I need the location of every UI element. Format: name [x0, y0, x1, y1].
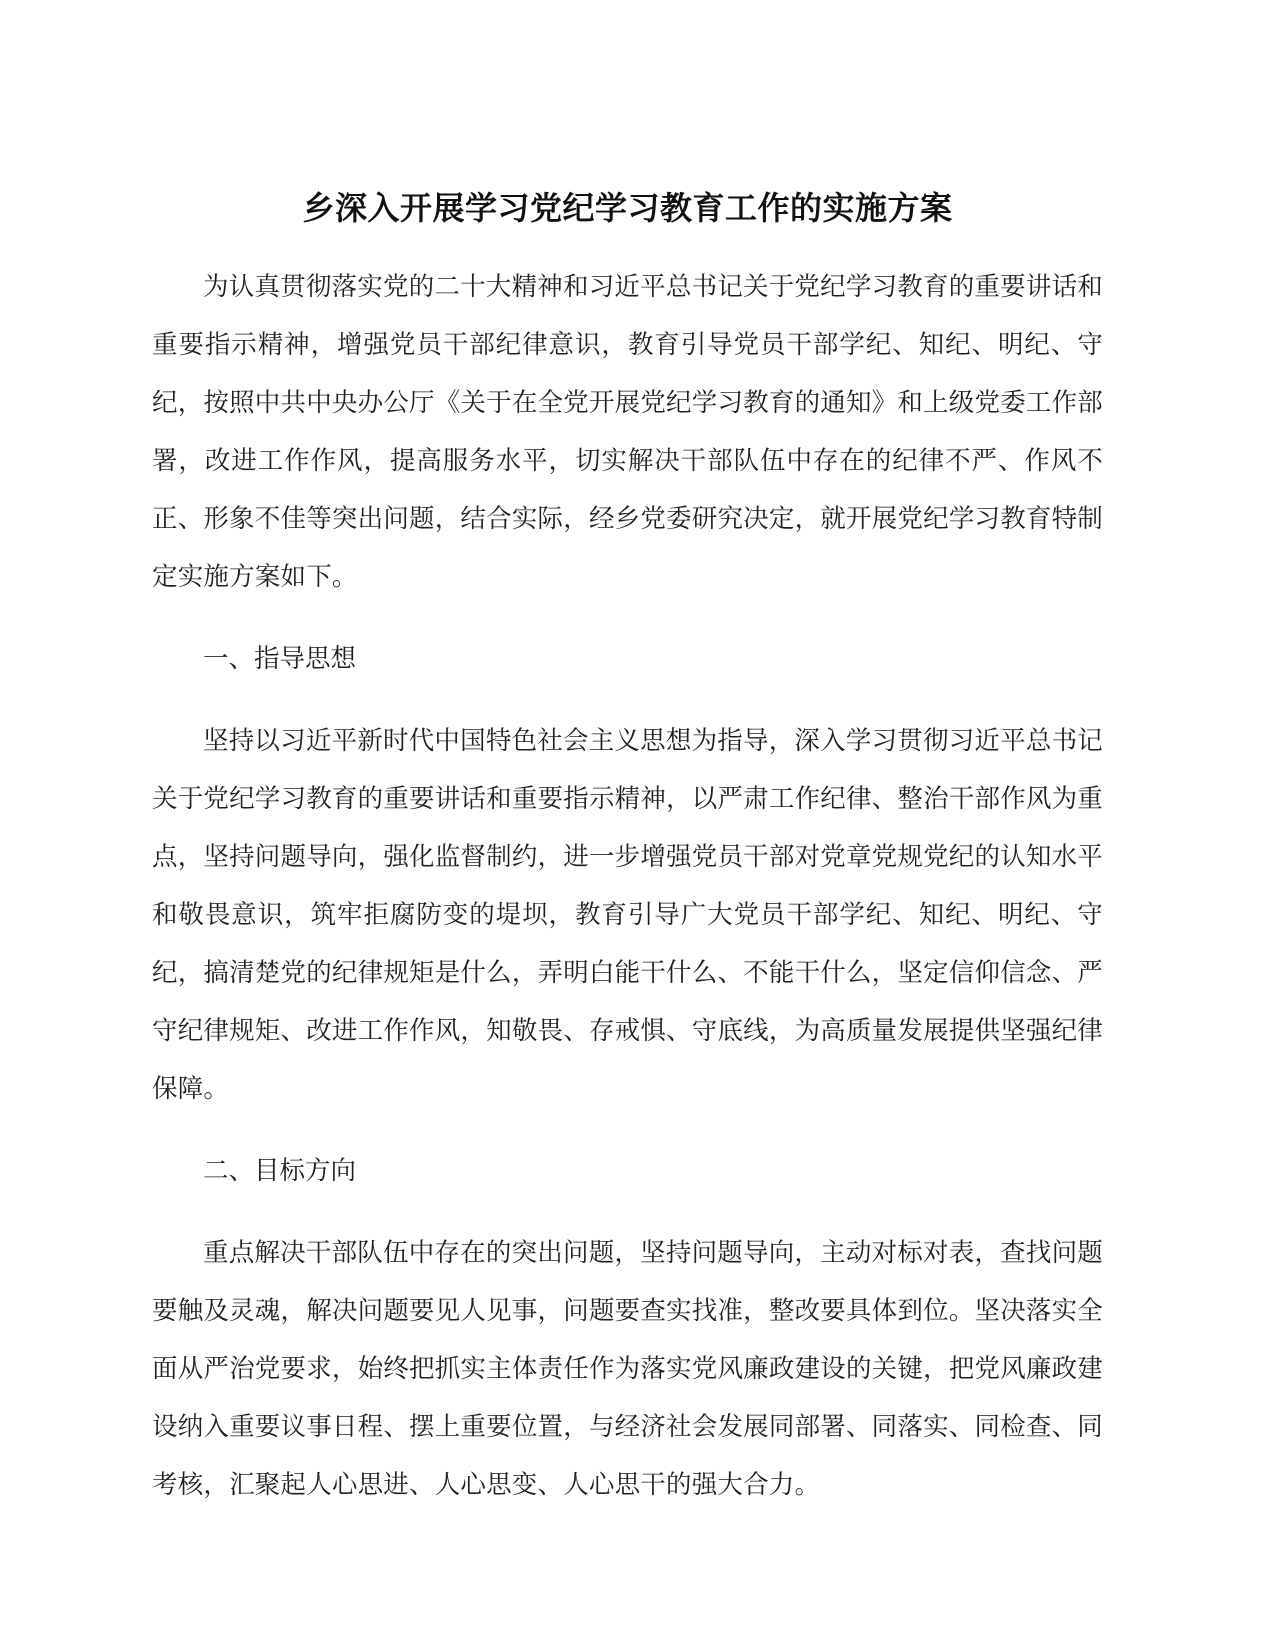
- section-body-guiding-ideology: 坚持以习近平新时代中国特色社会主义思想为指导，深入学习贯彻习近平总书记关于党纪学习教育的重要讲话和重要指示精神，以严肃工作纪律、整治干部作风为重点，坚持问题导向，强化监督制约，进一步增强党员干部对党章党规党纪的认知水平和敬畏意识，筑牢拒腐防变的堤坝，教育引导广大党员干部学纪、知纪、明纪、守纪，搞清楚党的纪律规矩是什么，弄明白能干什么、不能干什么，坚定信仰信念、严守纪律规矩、改进工作作风，知敬畏、存戒惧、守底线，为高质量发展提供坚强纪律保障。: [152, 726, 1103, 1104]
- section-heading-guiding-ideology: 一、指导思想: [203, 644, 357, 674]
- intro-paragraph: 为认真贯彻落实党的二十大精神和习近平总书记关于党纪学习教育的重要讲话和重要指示精神，增强党员干部纪律意识，教育引导党员干部学纪、知纪、明纪、守纪，按照中共中央办公厅《关于在全党开展党纪学习教育的通知》和上级党委工作部署，改进工作作风，提高服务水平，切实解决干部队伍中存在的纪律不严、作风不正、形象不佳等突出问题，结合实际，经乡党委研究决定，就开展党纪学习教育特制定实施方案如下。: [152, 272, 1103, 592]
- section-heading-goals: 二、目标方向: [203, 1156, 357, 1186]
- section-body-goals: 重点解决干部队伍中存在的突出问题，坚持问题导向，主动对标对表，查找问题要触及灵魂，解决问题要见人见事，问题要查实找准，整改要具体到位。坚决落实全面从严治党要求，始终把抓实主体责任作为落实党风廉政建设的关键，把党风廉政建设纳入重要议事日程、摆上重要位置，与经济社会发展同部署、同落实、同检查、同考核，汇聚起人心思进、人心思变、人心思干的强大合力。: [152, 1238, 1103, 1500]
- document-body: [152, 176, 1103, 1514]
- document-title: 乡深入开展学习党纪学习教育工作的实施方案: [302, 189, 953, 227]
